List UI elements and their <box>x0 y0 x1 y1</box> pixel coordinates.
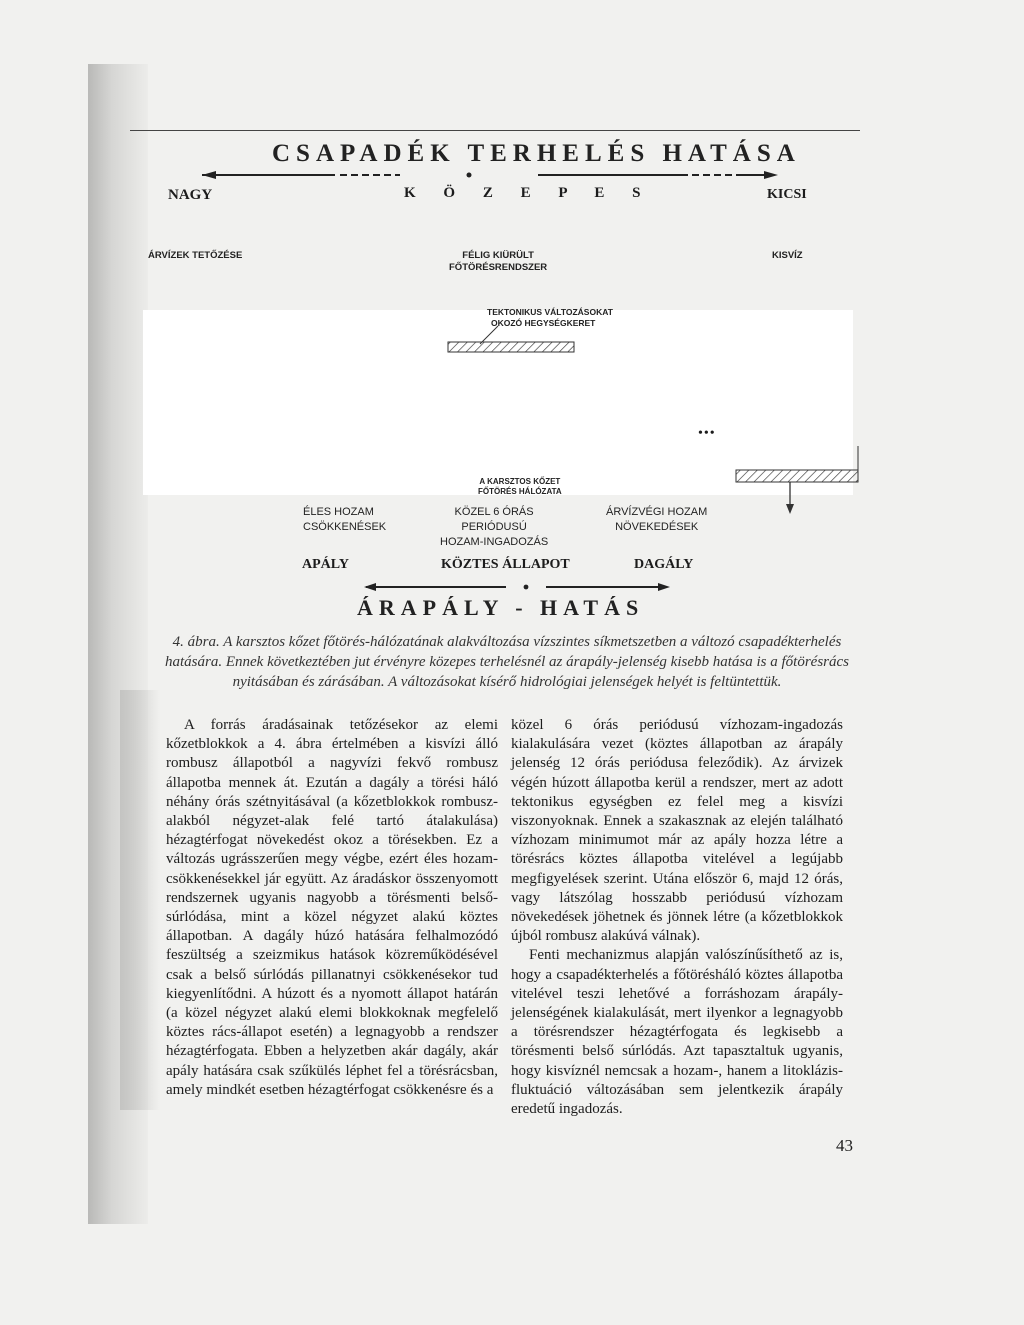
phase-low-tide: APÁLY <box>302 557 349 572</box>
scale-label-large: NAGY <box>168 187 213 203</box>
effect-sharp-drop-line2: CSÖKKENÉSEK <box>303 521 387 533</box>
karst-label-line1: A KARSZTOS KŐZET <box>479 477 561 486</box>
scale-label-medium: K Ö Z E P E S <box>404 185 653 201</box>
bottom-arrow-axis <box>358 580 678 594</box>
left-arrowhead-icon <box>202 171 216 179</box>
karst-label-line2: FŐTÖRÉS HÁLÓZATA <box>478 487 562 496</box>
right-arrowhead-icon <box>764 171 778 179</box>
text-column-right <box>511 716 843 1119</box>
effect-sharp-drop-line1: ÉLES HOZAM <box>303 506 374 518</box>
bottom-right-arrowhead-icon <box>658 583 670 591</box>
tectonic-label-line1: TEKTONIKUS VÁLTOZÁSOKAT <box>487 307 613 317</box>
effect-six-hour-line2: PERIÓDUSÚ <box>461 521 527 533</box>
scan-shadow-lower <box>120 690 160 1110</box>
effect-six-hour <box>440 505 548 550</box>
hatched-bar-with-arrow <box>732 444 862 516</box>
scale-label-small: KICSI <box>767 187 807 202</box>
figure-title-bottom: ÁRAPÁLY - HATÁS <box>357 595 645 620</box>
continuation-dots: ••• <box>698 426 716 441</box>
state-flood-peak: ÁRVÍZEK TETŐZÉSE <box>148 250 243 261</box>
phase-high-tide: DAGÁLY <box>634 557 694 572</box>
top-rule <box>130 130 860 131</box>
text-column-left <box>166 716 498 1100</box>
figure <box>0 0 1024 640</box>
axis-midpoint-dot <box>467 173 472 178</box>
state-half-empty <box>449 250 547 274</box>
state-low-water: KISVÍZ <box>772 250 803 261</box>
tectonic-frame-hatched-bar <box>440 318 580 358</box>
state-half-empty-line2: FŐTÖRÉSRENDSZER <box>449 262 548 273</box>
page-number: 43 <box>836 1136 853 1155</box>
top-arrow-axis <box>150 165 790 185</box>
figure-caption: 4. ábra. A karsztos kőzet főtörés-hálózatának alakváltozása vízszintes síkmetszetben a változó csapadékterhelés hatására. Ennek következtében jut érvényre közepes terhelésnél az árapály-jelenség kisebb hatása is a főtörésrács nyitásában és zárásában. A változásokat kísérő hidrológiai jelenségek helyét is feltüntettük. <box>165 634 849 690</box>
state-half-empty-line1: FÉLIG KIÜRÜLT <box>462 250 534 261</box>
effect-sharp-drop <box>303 505 386 535</box>
effect-six-hour-line1: KÖZEL 6 ÓRÁS <box>454 506 534 518</box>
left-paragraph: A forrás áradásainak tetőzésekor az elemi kőzetblokkok a 4. ábra értelmében a kisvízi álló rombusz állapotból a nagyvízi fekvő rombusz állapotba mennek át. Ezután a dagály a törési háló néhány órás szétnyitásával (a kőzetblokkok rombusz-alakból négyzet-alak felé tartó átalakulása) hézagtérfogat növekedést okoz a törésekben. Ez a változás ugrásszerűen megy végbe, ezért éles hozam-csökkenésekkel jár együtt. Az áradáskor összenyomott rendszernek ugyanis nagyobb a törésmenti belső-súrlódása, mint a közel négyzet alakú köztes állapotban. A dagály húzó hatására felhalmozódó feszültség a szeizmikus hatások közreműködésével csak a belső súrlódás pillanatnyi csökkenésekor tud kiegyenlítődni. A húzott és a nyomott állapot határán (a közel négyzet alakú elemi blokkoknak megfelelő köztes rács-állapot esetén) a legnagyobb a rendszer hézagtérfogata. Ebben a helyzetben akár dagály, akár apály hatására csak szűkülés léphet fel a törésrácsban, amely mindkét esetben hézagtérfogat csökkenésre és a <box>166 717 498 1098</box>
bottom-left-arrowhead-icon <box>364 583 376 591</box>
figure-title-top: CSAPADÉK TERHELÉS HATÁSA <box>272 140 801 167</box>
effect-flood-end-line1: ÁRVÍZVÉGI HOZAM <box>606 506 708 518</box>
bottom-axis-midpoint-dot <box>524 585 529 590</box>
effect-six-hour-line3: HOZAM-INGADOZÁS <box>440 536 549 548</box>
phase-intermediate: KÖZTES ÁLLAPOT <box>441 557 570 572</box>
right-paragraph-2: Fenti mechanizmus alapján valószínűsíthető az is, hogy a csapadékterhelés a főtörésháló köztes állapotba vitelével teszi lehetővé a forráshozam árapály-jelenségének kialakulását, mert ilyenkor a legnagyobb a törésrendszer hézagtérfogata és legkisebb a törésmenti belső súrlódás. Azt tapasztaltuk ugyanis, hogy kisvíznél nemcsak a hozam-, hanem a litoklázis-fluktuáció változásában sem jelentkezik árapály eredetű ingadozás. <box>511 947 843 1118</box>
karst-label <box>478 477 562 497</box>
down-arrow-icon <box>786 504 794 514</box>
effect-flood-end <box>606 505 707 535</box>
effect-flood-end-line2: NÖVEKEDÉSEK <box>615 521 699 533</box>
tectonic-label-line2: OKOZÓ HEGYSÉGKERET <box>491 318 596 328</box>
right-paragraph-1: közel 6 órás periódusú vízhozam-ingadozás kialakulására vezet (köztes állapotban az árapály jelenség 12 órás periódusa feleződik). Az árvizek végén húzott állapotba kerül a rendszer, mert az adott tektonikus egységben ez felel meg a kisvízi viszonyoknak. Ennek a szakasznak az elején található vízhozam minimumot már az apály hozza létre a törésrács köztes állapotba vitelével a legújabb megfigyelések szerint. Utána először 6, majd 12 órás, vagy látszólag hosszabb periódusú vízhozam növekedések jöhetnek és jönnek létre (a kőzetblokkok újból rombusz alakúvá válnak). <box>511 717 843 945</box>
